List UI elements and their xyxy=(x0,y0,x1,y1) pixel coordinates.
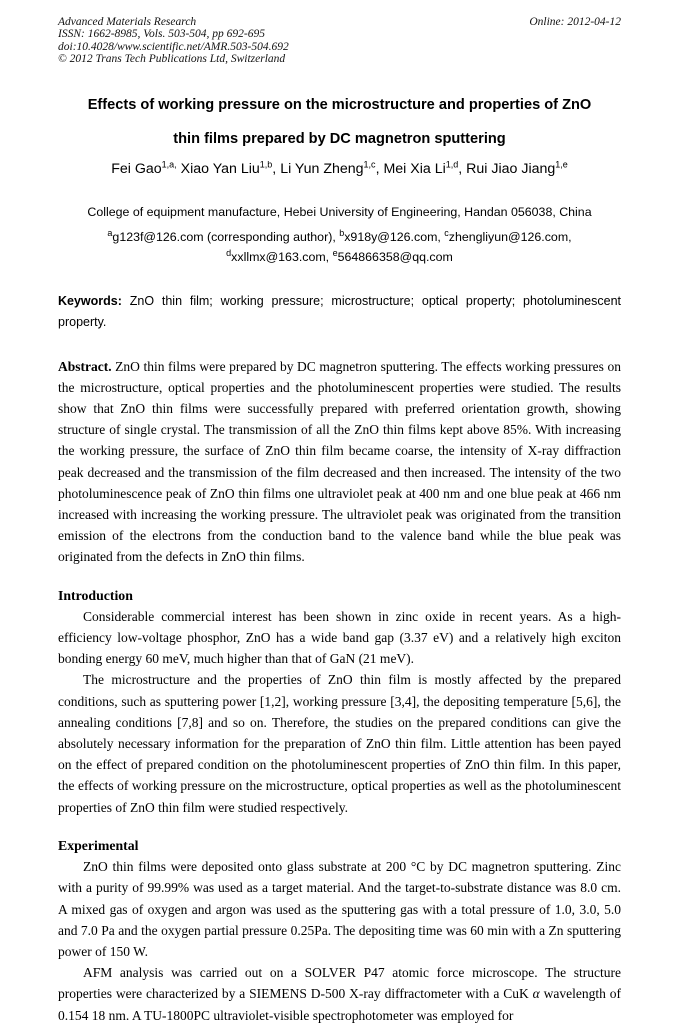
doi-line: doi:10.4028/www.scientific.net/AMR.503-504.692 xyxy=(58,40,289,53)
email-line: $^a$g123f@126.com (corresponding author), $^b$x918y@126.com, $^c$zhengliyun@126.com, xyxy=(107,227,572,244)
author-name: Rui Jiao Jiang$^{1,e}$ xyxy=(466,158,568,177)
author-superscript: 1,d xyxy=(445,158,459,169)
experimental-paragraph-1: ZnO thin films were deposited onto glass substrate at 200 °C by DC magnetron sputtering. Zinc with a purity of 99.99% was used as a target material. And the target-to-substrate distance was 8.0 cm. A mixed gas of oxygen and argon was used as the sputtering gas with a total pressure of 1.0, 3.0, 5.0 and 7.0 Pa and the oxygen partial pressure 0.25Pa. The depositing time was 60 min with a Zn sputtering power of 150 W. xyxy=(58,859,621,959)
alpha-symbol: α xyxy=(532,986,540,1002)
issn-line: ISSN: 1662-8985, Vols. 503-504, pp 692-695 xyxy=(58,28,265,41)
section-heading-introduction: Introduction xyxy=(58,587,133,603)
introduction-paragraph-1: Considerable commercial interest has been shown in zinc oxide in recent years. As a high-efficiency low-voltage phosphor, ZnO has a wide band gap (3.37 eV) and a relatively high exciton bonding energy 60 meV, much higher than that of GaN (21 meV). xyxy=(58,608,621,667)
online-date: Online: 2012-04-12 xyxy=(529,16,621,28)
journal-header xyxy=(58,16,621,66)
keywords-label: Keywords: xyxy=(58,293,122,308)
email-line: $^d$xxllmx@163.com, $^e$564866358@qq.com xyxy=(226,247,453,264)
experimental-paragraph-2-text: AFM analysis was carried out on a SOLVER P47 atomic force microscope. The structure properties were characterized by a SIEMENS D-500 X-ray diffractometer with a CuK xyxy=(58,965,621,1002)
email-superscript: d xyxy=(226,247,232,258)
author-name: Mei Xia Li$^{1,d}$ xyxy=(383,158,459,177)
journal-name: Advanced Materials Research xyxy=(58,16,197,28)
copyright-line: © 2012 Trans Tech Publications Ltd, Switzerland xyxy=(58,53,286,66)
affiliation-line: College of equipment manufacture, Hebei University of Engineering, Handan 056038, China xyxy=(87,204,592,219)
author-name: Fei Gao$^{1,a,}$ xyxy=(111,158,177,177)
email-superscript: c xyxy=(444,227,449,238)
author-name: Li Yun Zheng$^{1,c}$ xyxy=(280,158,376,177)
emails-block xyxy=(58,227,621,267)
author-name: Xiao Yan Liu$^{1,b}$ xyxy=(180,158,273,177)
experimental-paragraph-2 xyxy=(58,962,621,1026)
keywords-text: ZnO thin film; working pressure; microstructure; optical property; photoluminescent property. xyxy=(58,293,621,329)
author-superscript: 1,b xyxy=(259,158,273,169)
email-superscript: b xyxy=(339,227,345,238)
email-superscript: e xyxy=(332,247,338,258)
author-superscript: 1,a, xyxy=(161,158,177,169)
abstract-paragraph xyxy=(58,356,621,568)
experimental-paragraph-2-text-after: wavelength of 0.154 18 nm. A TU-1800PC ultraviolet-visible spectrophotometer was employed for xyxy=(58,986,621,1023)
author-superscript: 1,c xyxy=(363,158,376,169)
abstract-text: ZnO thin films were prepared by DC magnetron sputtering. The effects working pressures on the microstructure, optical properties and the photoluminescent properties were studied. The results show that ZnO thin films were successfully prepared with preferred orientation growth, showing structure of single crystal. The transmission of all the ZnO thin films kept above 85%. With increasing the working pressure, the surface of ZnO thin film became coarse, the intensity of X-ray diffraction peak decreased and the transmission of the film decreased and then increased. The intensity of the two photoluminescence peak of ZnO thin films one ultraviolet peak at 400 nm and one blue peak at 466 nm increased with increasing the working pressure. The ultraviolet peak was originated from the transition emission of the electrons from the conduction band to the valence band while the blue peak was originated from the defects in ZnO thin films. xyxy=(58,358,621,565)
journal-header-left xyxy=(58,16,289,66)
paper-title-line-1: Effects of working pressure on the microstructure and properties of ZnO xyxy=(87,96,592,113)
introduction-paragraph-2: The microstructure and the properties of ZnO thin film is mostly affected by the prepared conditions, such as sputtering power [1,2], working pressure [3,4], the depositing temperature [5,6], the annealing conditions [7,8] and so on. Therefore, the studies on the prepared conditions can give the absolutely necessary information for the preparation of ZnO thin film. Little attention has been payed on the effect of prepared condition on the photoluminescent properties of ZnO thin film. In this paper, the effects of working pressure on the microstructure, optical properties as well as the photoluminescent properties of ZnO thin film were studied respectively. xyxy=(58,672,621,815)
email-superscript: a xyxy=(107,227,113,238)
abstract-label: Abstract. xyxy=(58,358,112,374)
author-superscript: 1,e xyxy=(555,158,568,169)
paper-title-line-2: thin films prepared by DC magnetron sputtering xyxy=(173,130,506,147)
authors-line: Fei Gao$^{1,a,}$ Xiao Yan Liu$^{1,b}$, Li Yun Zheng$^{1,c}$, Mei Xia Li$^{1,d}$, Rui Jiao Jiang$^{1,e}$ xyxy=(111,158,568,177)
section-heading-experimental: Experimental xyxy=(58,837,139,853)
keywords-paragraph xyxy=(58,291,621,333)
